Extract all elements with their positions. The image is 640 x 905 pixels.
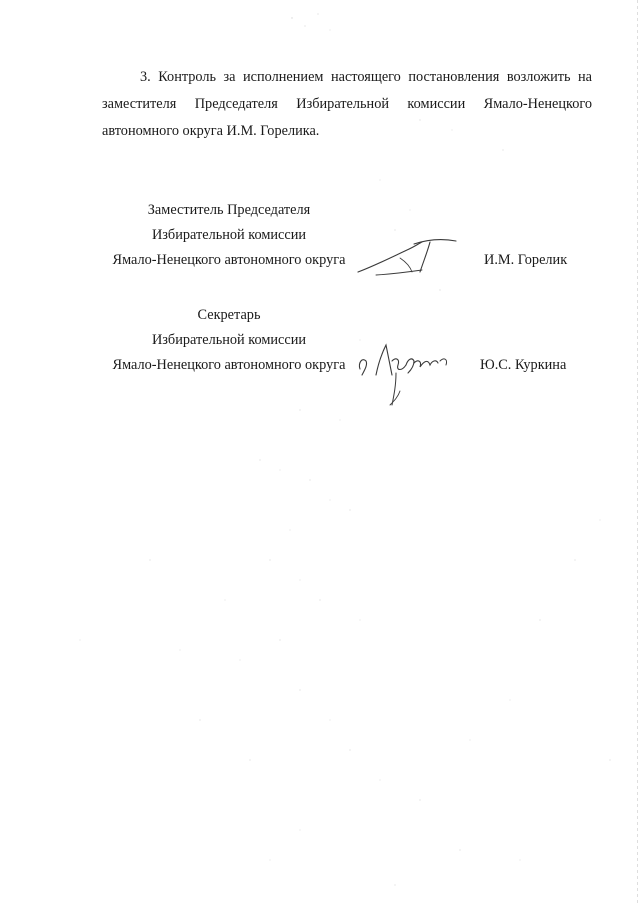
paragraph-line-3: автономного округа И.М. Горелика. [102, 123, 320, 139]
handwritten-signature-1 [352, 232, 472, 278]
paragraph-3 [102, 64, 592, 145]
signer-name: И.М. Горелик [484, 252, 568, 268]
paragraph-line-1: 3. Контроль за исполнением настоящего постановления возложить на [140, 69, 592, 85]
signer-title-line-1: Заместитель Председателя [147, 202, 311, 218]
signer-title-line-1: Секретарь [197, 307, 261, 323]
signer-title-line-3: Ямало-Ненецкого автономного округа [112, 357, 346, 373]
handwritten-signature-2 [352, 331, 462, 409]
signer-title-line-2: Избирательной комиссии [151, 227, 307, 243]
signature-block-secretary [0, 303, 640, 413]
scan-edge [637, 0, 638, 905]
signer-name: Ю.С. Куркина [480, 357, 567, 373]
signer-title-line-2: Избирательной комиссии [151, 332, 307, 348]
signer-title-line-3: Ямало-Ненецкого автономного округа [112, 252, 346, 268]
paragraph-line-2: заместителя Председателя Избирательной комиссии Ямало-Ненецкого [102, 96, 592, 112]
signature-block-deputy-chair [0, 198, 640, 278]
